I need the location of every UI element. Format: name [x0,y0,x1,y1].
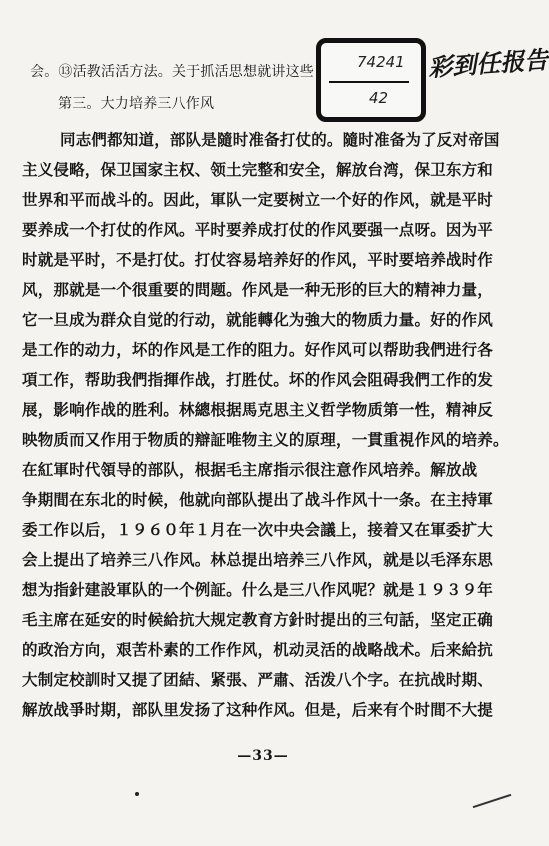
stamp-sub-number: 42 [369,89,389,107]
pen-stroke [473,794,512,808]
paragraph-line: 争期間在东北的时候，他就向部队提出了战斗作风十一条。在主持軍 [22,490,494,509]
ink-dot [135,792,139,796]
handwritten-note: 彩到任报告 [427,44,549,83]
paragraph-line: 的政治方向，艰苦朴素的工作作风，机动灵活的战略战术。后来給抗 [22,640,494,659]
paragraph-line: 时就是平时，不是打仗。打仗容易培养好的作风，平时要培养战时作 [22,250,494,269]
paragraph-line: 会上提出了培养三八作风。林总提出培养三八作风，就是以毛泽东思 [22,550,494,569]
paragraph-line: 要养成一个打仗的作风。平时要养成打仗的作风要强一点呀。因为平 [22,220,494,239]
paragraph-line: 毛主席在延安的时候給抗大规定教育方針时提出的三句話，坚定正确 [22,610,494,629]
paragraph-line: 映物质而又作用于物质的辯証唯物主义的原理，一貫重視作风的培养。 [22,430,509,449]
paragraph-line: 世界和平而战斗的。因此，軍队一定要树立一个好的作风，就是平时 [22,190,494,209]
page-number: —33— [237,748,289,764]
paragraph-line: 同志們都知道，部队是隨时准备打仗的。隨时准备为了反对帝国 [60,130,500,149]
section-heading: 第三。大力培养三八作风 [58,96,215,112]
archive-stamp [316,38,426,122]
paragraph-line: 是工作的动力，坏的作风是工作的阻力。好作风可以帮助我們进行各 [22,340,494,359]
paragraph-line: 在紅軍时代領导的部队，根据毛主席指示很注意作风培养。解放战 [22,460,478,479]
paragraph-line: 主义侵略，保卫国家主权、领土完整和安全，解放台湾，保卫东方和 [22,160,494,179]
paragraph-line: 大制定校訓时又提了团結、紧張、严肅、活泼八个字。在抗战时期、 [22,670,494,689]
paragraph-line: 想为指針建設軍队的一个例証。什么是三八作风呢？就是１９３９年 [22,580,494,599]
stamp-divider [329,81,409,83]
paragraph-line: 它一旦成为群众自觉的行动，就能轉化为強大的物质力量。好的作风 [22,310,494,329]
paragraph-line: 項工作，帮助我們指揮作战，打胜仗。坏的作风会阻碍我們工作的发 [22,370,494,389]
stamp-number: 74241 [357,53,405,71]
first-line: 会。⑬活教活活方法。关于抓活思想就讲这些 [30,64,314,80]
paragraph-line: 解放战爭时期，部队里发扬了这种作风。但是，后来有个时間不大提 [22,700,494,719]
paragraph-line: 风，那就是一个很重要的問题。作风是一种无形的巨大的精神力量， [22,280,494,299]
paragraph-line: 展，影响作战的胜利。林總根据馬克思主义哲学物质第一性，精神反 [22,400,494,419]
paragraph-line: 委工作以后，１９６０年１月在一次中央会議上，接着又在軍委扩大 [22,520,494,539]
